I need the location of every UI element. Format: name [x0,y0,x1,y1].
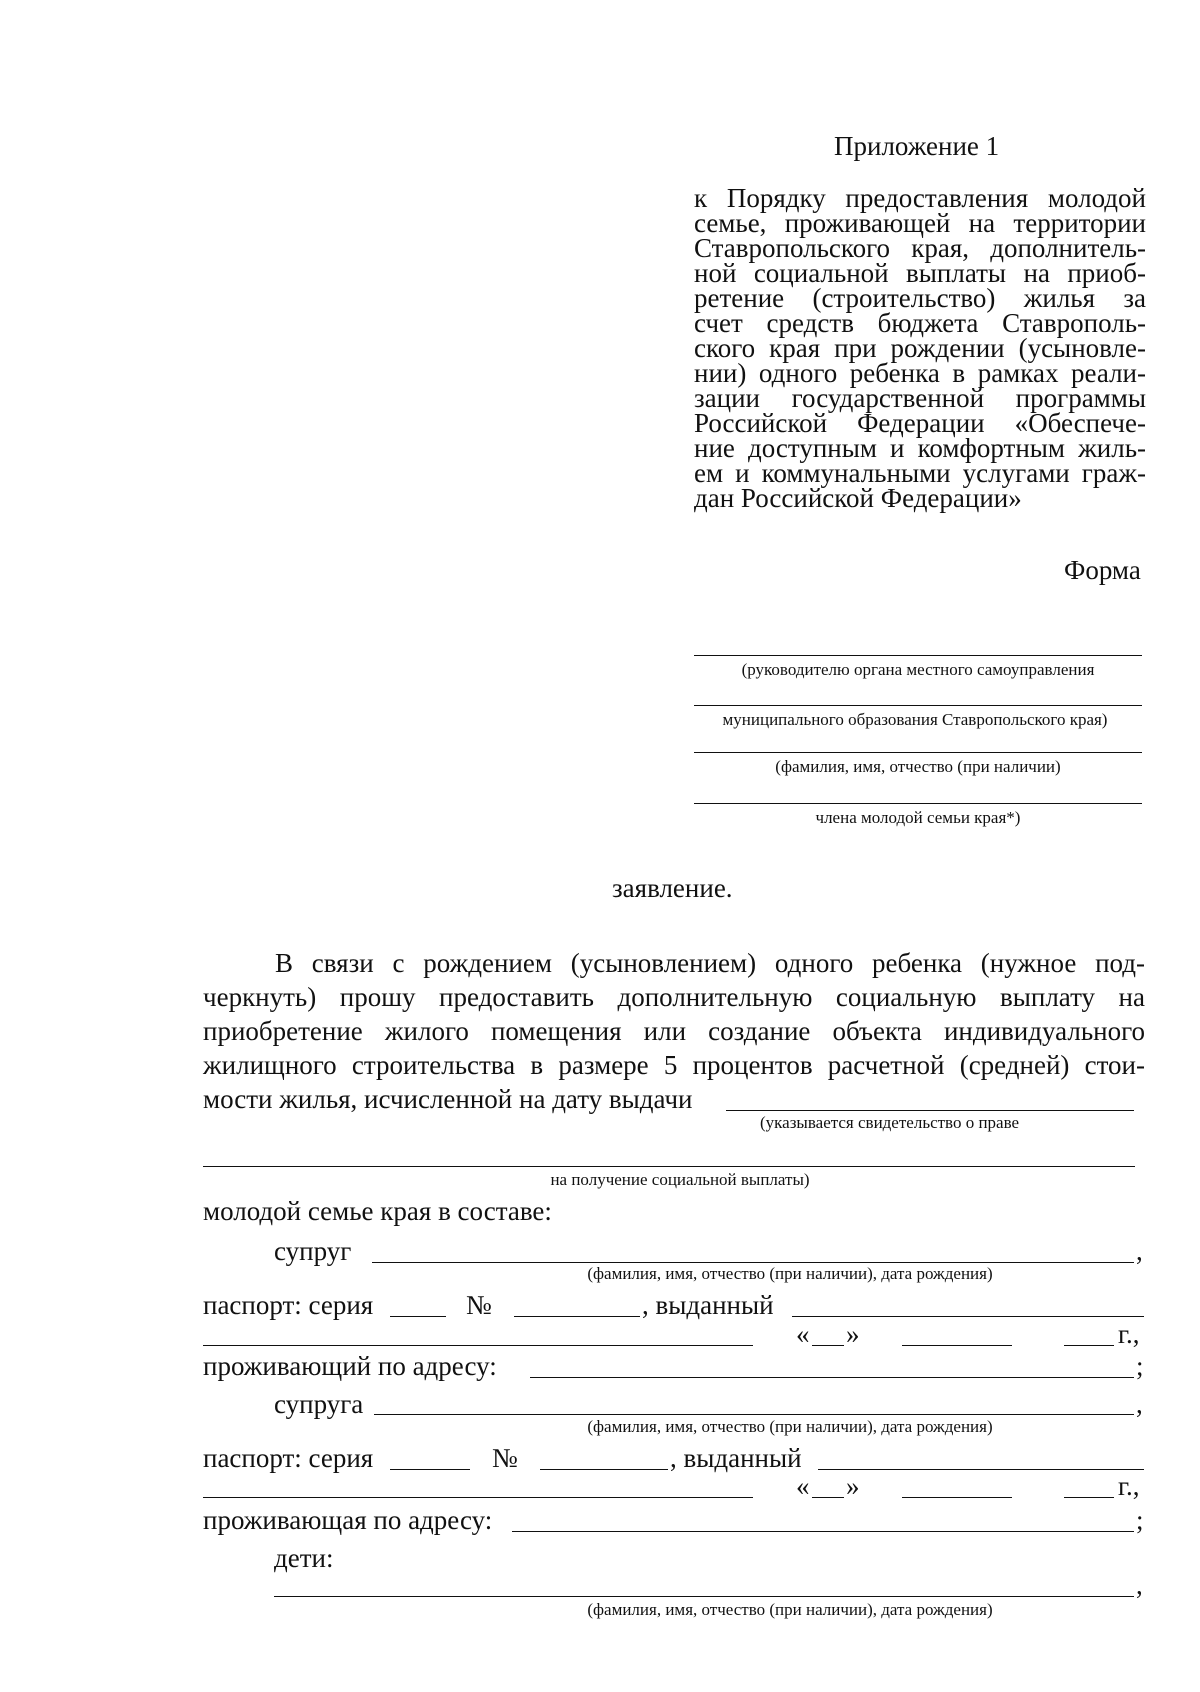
body-paragraph [203,946,1145,1082]
wife-issue-month-field[interactable] [902,1497,1012,1498]
appendix-line: Российской Федерации «Обеспече- [694,408,1146,438]
wife-issued-by-field[interactable] [818,1469,1144,1470]
husband-year-suffix: г., [1118,1319,1140,1349]
appendix-line: семье, проживающей на территории [694,208,1146,238]
children-label: дети: [274,1543,334,1573]
husband-label: супруг [274,1236,352,1266]
wife-name-field[interactable] [374,1414,1134,1415]
wife-passport-series-field[interactable] [390,1469,470,1470]
wife-number-sign: № [492,1443,518,1473]
appendix-line: ем и коммунальными услугами граж- [694,458,1146,488]
husband-passport-number-field[interactable] [514,1316,640,1317]
addressee-caption-3: (фамилия, имя, отчество (при наличии) [775,757,1061,776]
wife-caption: (фамилия, имя, отчество (при наличии), дата рождения) [587,1417,993,1436]
wife-issued-by-field-2[interactable] [203,1497,753,1498]
wife-passport-label: паспорт: серия [203,1443,374,1473]
husband-passport-series-field[interactable] [390,1316,446,1317]
family-intro: молодой семье края в составе: [203,1196,552,1226]
wife-issue-year-field[interactable] [1064,1497,1114,1498]
husband-issued-by-field-2[interactable] [203,1345,753,1346]
appendix-line: ние доступным и комфортным жиль- [694,433,1146,463]
wife-issued-label: , выданный [670,1443,802,1473]
body-line: приобретение жилого помещения или создание объекта индивидуального [203,1016,1145,1046]
document-title: заявление. [612,873,733,903]
husband-issue-month-field[interactable] [902,1345,1012,1346]
body-last-line: мости жилья, исчисленной на дату выдачи [203,1084,693,1114]
appendix-line: к Порядку предоставления молодой [694,183,1146,213]
husband-issued-label: , выданный [642,1290,774,1320]
appendix-text [694,183,1146,513]
husband-name-field[interactable] [372,1262,1134,1263]
children-caption: (фамилия, имя, отчество (при наличии), дата рождения) [587,1600,993,1619]
husband-passport-label: паспорт: серия [203,1290,374,1320]
appendix-line: дан Российской Федерации» [694,483,1022,513]
body-line: В связи с рождением (усыновлением) одного ребенка (нужное под- [275,948,1145,978]
addressee-line-1[interactable] [694,655,1142,656]
certificate-date-field[interactable] [726,1110,1134,1111]
wife-label: супруга [274,1389,364,1419]
children-comma: , [1136,1570,1143,1600]
wife-quote-close: » [846,1471,860,1501]
appendix-line: зации государственной программы [694,383,1146,413]
addressee-caption-4: члена молодой семьи края*) [815,808,1021,827]
wife-year-suffix: г., [1118,1471,1140,1501]
wife-address-field[interactable] [512,1531,1134,1532]
body-line: жилищного строительства в размере 5 процентов расчетной (средней) стои- [203,1050,1145,1080]
scan-mark [740,0,770,1]
appendix-line: ной социальной выплаты на приоб- [694,258,1146,288]
husband-issue-day-field[interactable] [812,1345,844,1346]
husband-issued-by-field[interactable] [792,1316,1144,1317]
addressee-line-4[interactable] [694,803,1142,804]
certificate-field[interactable] [203,1166,1135,1167]
addressee-caption-2: муниципального образования Ставропольского края) [722,710,1108,729]
certificate-caption-2: на получение социальной выплаты) [550,1170,810,1189]
certificate-caption-1: (указывается свидетельство о праве [760,1113,1020,1132]
wife-passport-number-field[interactable] [540,1469,668,1470]
husband-quote-close: » [846,1319,860,1349]
husband-issue-year-field[interactable] [1064,1345,1114,1346]
appendix-line: ретение (строительство) жилья за [694,283,1146,313]
husband-semicolon: ; [1136,1351,1144,1381]
husband-address-field[interactable] [530,1377,1134,1378]
husband-number-sign: № [466,1290,492,1320]
appendix-line: Ставропольского края, дополнитель- [694,233,1146,263]
appendix-line: счет средств бюджета Ставрополь- [694,308,1146,338]
appendix-title: Приложение 1 [834,131,1000,161]
children-name-field[interactable] [274,1596,1134,1597]
wife-comma: , [1136,1389,1143,1419]
wife-quote-open: « [796,1471,810,1501]
form-label: Форма [1064,555,1141,585]
addressee-caption-1: (руководителю органа местного самоуправления [741,660,1095,679]
husband-caption: (фамилия, имя, отчество (при наличии), дата рождения) [587,1264,993,1283]
husband-address-label: проживающий по адресу: [203,1351,497,1381]
body-line: черкнуть) прошу предоставить дополнительную социальную выплату на [203,982,1145,1012]
husband-comma: , [1136,1236,1143,1266]
wife-issue-day-field[interactable] [812,1497,844,1498]
addressee-line-2[interactable] [694,705,1142,706]
wife-address-label: проживающая по адресу: [203,1505,493,1535]
wife-semicolon: ; [1136,1505,1144,1535]
appendix-line: ского края при рождении (усыновле- [694,333,1146,363]
addressee-line-3[interactable] [694,752,1142,753]
appendix-line: нии) одного ребенка в рамках реали- [694,358,1146,388]
husband-quote-open: « [796,1319,810,1349]
